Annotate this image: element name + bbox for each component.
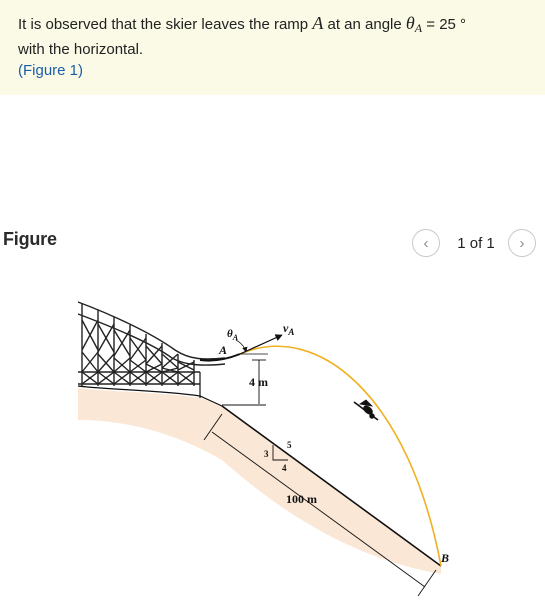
figure-pager [409, 229, 541, 257]
distance-dim-line [212, 432, 425, 587]
velocity-label: $v_A$ [283, 321, 295, 337]
ramp-symbol: A [312, 13, 324, 33]
angle-label: $\theta_A$ [227, 328, 239, 342]
angle-symbol: θ [405, 13, 415, 33]
figure-link[interactable]: Figure 1 [23, 62, 79, 79]
point-b-label: B [441, 551, 450, 565]
problem-line-2: with the horizontal. [18, 41, 144, 58]
equals-sign: = [422, 16, 440, 33]
height-label: 4 m [249, 375, 268, 389]
next-figure-button[interactable] [508, 229, 536, 257]
ramp-truss [78, 302, 228, 386]
angle-subscript: A [414, 21, 423, 35]
angle-value: 25 [439, 16, 456, 33]
snow-slope [78, 388, 441, 574]
problem-line-1 [18, 13, 527, 39]
distance-dim-end [418, 570, 436, 596]
skier-ramp-diagram [0, 280, 545, 601]
figure-link-close: ) [78, 62, 84, 79]
slope-hyp-label: 5 [287, 440, 292, 450]
chevron-left-icon: ‹ [423, 234, 429, 252]
velocity-arrow [240, 335, 282, 354]
degree-unit: ° [455, 16, 467, 33]
slope-run-label: 4 [282, 463, 287, 473]
distance-label: 100 m [286, 492, 317, 506]
page-count: 1 of 1 [457, 235, 495, 252]
figure-title: Figure [3, 229, 57, 249]
slope-rise-label: 3 [264, 449, 269, 459]
chevron-right-icon: › [519, 234, 525, 252]
figure-link-open: ( [18, 62, 23, 79]
previous-figure-button[interactable] [412, 229, 440, 257]
problem-text: It is observed that the skier leaves the ramp [18, 16, 313, 33]
problem-text-middle: at an angle [323, 16, 406, 33]
point-a-label: A [219, 343, 228, 357]
problem-statement [0, 0, 545, 95]
figure-reference [18, 60, 527, 81]
